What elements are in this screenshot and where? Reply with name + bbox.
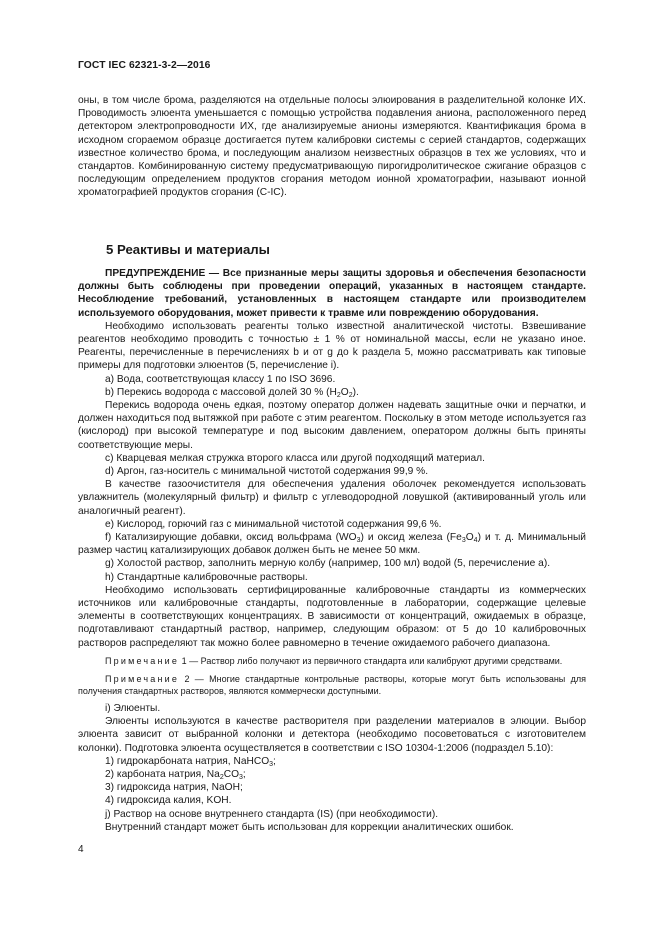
list-item-j: j) Раствор на основе внутреннего стандарта (IS) (при необходимости). bbox=[105, 808, 439, 820]
intro-paragraph: оны, в том числе брома, разделяются на отдельные полосы элюирования в разделительной колонке ИХ. Проводимость элюента уменьшается с помощью устройства подавления аниона, расположенного перед детектором электропроводности ИХ, где анализируемые анионы измеряются. Квантификация брома в исходном сгораемом образце достигается путем калибровки системы с серией стандартов, содержащих известное количество брома, и последующим анализом неизвестных образцов в тех же условиях, что и стандартов. Комбинированную систему предусматривающую пирогидролитическое сжигание образцов с последующим определением продуктов сгорания методом ионной хроматографии, называют ионной хроматографией продуктов сгорания (C-IC). bbox=[78, 95, 586, 199]
list-item-e: e) Кислород, горючий газ с минимальной чистотой содержания 99,6 %. bbox=[105, 518, 442, 530]
list-item-i: i) Элюенты. bbox=[105, 702, 161, 714]
warning-paragraph: ПРЕДУПРЕЖДЕНИЕ — Все признанные меры защиты здоровья и обеспечения безопасности должны быть соблюдены при проведении операций, указанных в настоящем стандарте. Несоблюдение требований, установленных в настоящем стандарте или производителем используемого оборудования, может привести к травме или повреждению оборудования. bbox=[78, 268, 586, 319]
internal-standard-paragraph: Внутренний стандарт может быть использован для коррекции аналитических ошибок. bbox=[105, 821, 514, 833]
intro-block bbox=[78, 94, 586, 200]
peroxide-paragraph: Перекись водорода очень едкая, поэтому оператор должен надевать защитные очки и перчатки, и должен находиться под вытяжкой при работе с этим реагентом. Поскольку в этом методе используется газ (кислород) при высокой температуре и под высоким давлением, оператором должны быть приняты соответствующие меры. bbox=[78, 400, 586, 451]
list-item-b: b) Перекись водорода с массовой долей 30 % $(H_2O_2)$. bbox=[105, 386, 359, 399]
certified-paragraph: Необходимо использовать сертифицированные калибровочные стандарты из коммерческих источников или калибровочные стандарты, подготовленные в лаборатории, содержащие целевые элементы в соответствующих концентрациях. В зависимости от концентраций, ожидаемых в образце, подготавливают стандартный раствор, например, следующим образом: от 5 до 10 калибровочных растворов распределяют так можно более равномерно в течение ожидаемого рабочего диапазона. bbox=[78, 584, 586, 649]
list-item-f: f) Катализирующие добавки, оксид вольфрама $(WO_3)$ и оксид железа $(Fe_3O_4)$ и т. д. Минимальный размер частиц катализирующих добавок должен быть не менее 50 мкм. bbox=[78, 532, 586, 557]
list-item-c: c) Кварцевая мелкая стружка второго класса или другой подходящий материал. bbox=[105, 452, 485, 464]
note-1: Примечание 1 — Раствор либо получают из первичного стандарта или калибруют другими средствами. bbox=[105, 655, 563, 666]
sublist-item-1: 1) гидрокарбоната натрия, NaHCO$_3$; bbox=[105, 755, 276, 768]
page-number: 4 bbox=[78, 844, 84, 855]
section-body bbox=[78, 267, 586, 834]
gas-paragraph: В качестве газоочистителя для обеспечения удаления оболочек рекомендуется использовать увлажнитель (молекулярный фильтр) и фильтр с углеводородной ловушкой (активированный уголь или аналогичный реагент). bbox=[78, 479, 586, 517]
sublist-item-4: 4) гидроксида калия, KOH. bbox=[105, 795, 232, 807]
note-2: Примечание 2 — Многие стандартные контрольные растворы, которые могут быть использованы для получения стандартных растворов, являются коммерчески доступными. bbox=[78, 673, 586, 696]
document-header: ГОСТ IEC 62321-3-2—2016 bbox=[78, 60, 211, 71]
list-item-g: g) Холостой раствор, заполнить мерную колбу (например, 100 мл) водой (5, перечисление a). bbox=[105, 558, 551, 570]
list-item-a: a) Вода, соответствующая классу 1 по ISO 3696. bbox=[105, 373, 336, 385]
section-title: 5 Реактивы и материалы bbox=[106, 242, 270, 257]
list-item-h: h) Стандартные калибровочные растворы. bbox=[105, 571, 308, 583]
eluents-paragraph: Элюенты используются в качестве растворителя при разделении материалов в элюции. Выбор элюента зависит от выбранной колонки и детектора (необходимо посоветоваться с изготовителем колонки). Подготовка элюента осуществляется в соответствии с ISO 10304-1:2006 (подраздел 5.10): bbox=[78, 716, 586, 754]
sublist-item-3: 3) гидроксида натрия, NaOH; bbox=[105, 782, 243, 794]
reagents-paragraph: Необходимо использовать реагенты только известной аналитической чистоты. Взвешивание реагентов необходимо проводить с точностью ± 1 % от номинальной массы, если не указано иное. Реагенты, перечисленные в перечислениях b и от g до k раздела 5, можно рассматривать как типовые примеры для подготовки элюентов (5, перечисление i). bbox=[78, 320, 586, 372]
sublist-item-2: 2) карбоната натрия, $Na_2CO_3$; bbox=[105, 768, 246, 781]
list-item-d: d) Аргон, газ-носитель с минимальной чистотой содержания 99,9 %. bbox=[105, 466, 429, 478]
